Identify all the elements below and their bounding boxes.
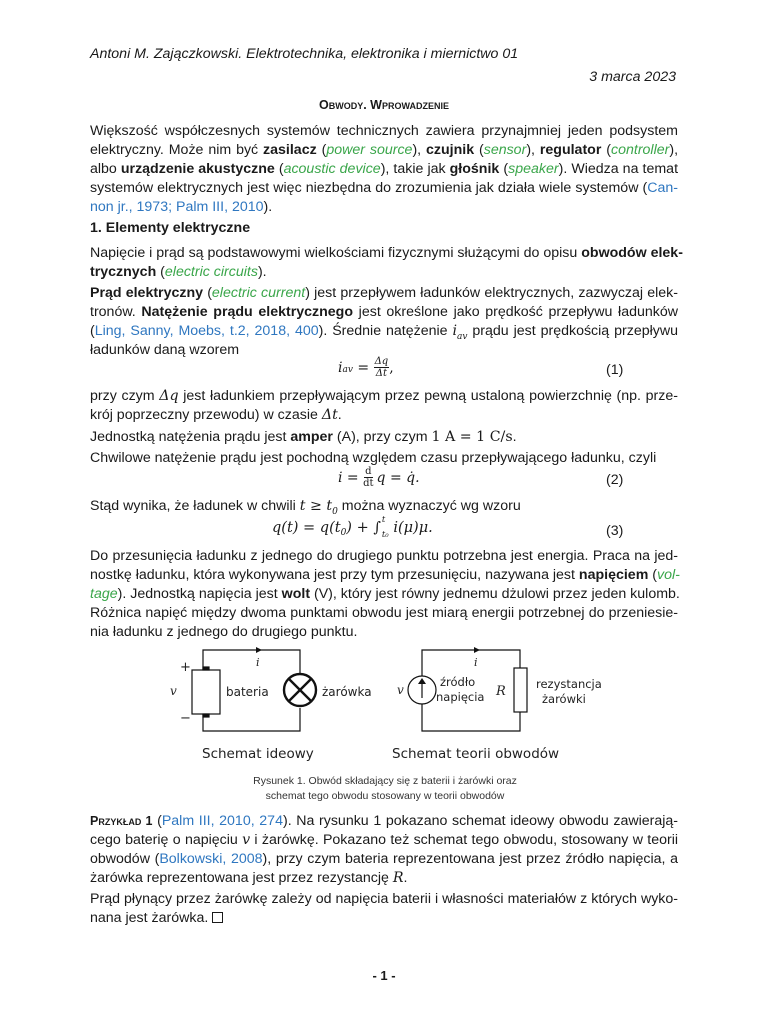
paragraph: Napięcie i prąd są podstawowymi wielkościami fizycznymi służącymi do opisu obwodów elek- trycznych (electric circuits). [90,245,683,280]
paragraph: Chwilowe natężenie prądu jest pochodną względem czasu przepływającego ładunku, czyli [90,450,657,466]
paragraph: Do przesunięcia ładunku z jednego do drugiego punktu potrzebna jest energia. Praca na jed- nostkę ładunku, która wykonywana jest przy tym przesunięciu, nazywana jest napięciem (vol- tage). Jednostką napięcia jest wolt (V), który jest równy jednemu dżulowi przez jeden kulomb. Różnica napięć między dwoma punktami obwodu jest miarą energii potrzebnej do przeniesie- nia ładunku z jednego do drugiego punktu. [90,548,680,640]
schematic-caption: Schemat ideowy [202,746,314,762]
equation-number: (3) [606,523,624,539]
citation-link[interactable]: Ling, Sanny, Moebs, t.2, 2018, 400 [94,323,319,339]
source-label: źródło [440,675,476,689]
resistance-label: żarówki [542,692,586,706]
battery-label: bateria [226,685,269,699]
citation-link[interactable]: Can- [647,180,678,196]
voltage-label: v [397,683,404,697]
voltage-label: v [170,684,177,698]
source-label: napięcia [436,690,485,704]
paragraph: Stąd wynika, że ładunek w chwili $t \ge t_0$ można wyznaczyć wg wzoru [90,498,521,517]
minus-label: − [180,711,191,726]
author-line: Antoni M. Zajączkowski. Elektrotechnika, elektronika i miernictwo 01 [90,46,519,62]
citation-link[interactable]: Palm III, 2010, 274 [161,813,283,829]
citation-link[interactable]: non jr., 1973; Palm III, 2010 [90,199,264,215]
section-heading: 1. Elementy elektryczne [90,220,251,236]
citation-link[interactable]: Bolkowski, 2008 [159,851,263,867]
bulb-label: żarówka [322,685,372,699]
figure-caption: Rysunek 1. Obwód składający się z baterii i żarówki oraz schemat tego obwodu stosowany w teorii obwodów [253,775,517,802]
current-label: i [256,656,260,669]
equation-1: i av = $\frac{\Delta q}{\Delta t}$ , [338,356,394,379]
plus-label: + [180,660,191,675]
current-label: i [474,656,478,669]
resistance-label: rezystancja [536,677,602,691]
circuit-theory-diagram [408,647,527,731]
resistance-symbol: R [496,684,506,699]
equation-2: i = $\frac{d}{dt}$ q = q̇. [338,466,420,489]
page-title: Obwody. Wprowadzenie [319,98,449,112]
document-date: 3 marca 2023 [589,69,676,85]
paragraph: Jednostką natężenia prądu jest amper (A), przy czym 1 A = 1 C/s. [90,429,517,445]
qed-icon [212,912,223,923]
paragraph: Prąd elektryczny (electric current) jest przepływem ładunków elektrycznych, zazwyczaj elek- tronów. Natężenie prądu elektrycznego jest określone jako prędkość przepływu ładunków (Ling, Sanny, Moebs, t.2, 2018, 400). Średnie natężenie $i_{av}$ prądu jest prędkością przepływu ładunków daną wzorem [90,285,679,358]
page-number: - 1 - [372,968,396,983]
circuit-figure [150,640,620,770]
paragraph: Prąd płynący przez żarówkę zależy od napięcia baterii i własności materiałów z których wyko- nana jest żarówka. [90,891,678,926]
equation-3: q(t) = q(t $_0$ ) + ∫ t t₀ i(μ)μ. [272,515,433,540]
schematic-caption: Schemat teorii obwodów [392,746,560,762]
paragraph: przy czym Δq jest ładunkiem przepływającym przez pewną ustaloną powierzchnię (np. prze- krój poprzeczny przewodu) w czasie Δt. [90,388,678,423]
equation-number: (1) [606,362,624,378]
equation-number: (2) [606,472,624,488]
example-paragraph: Przykład 1 (Palm III, 2010, 274). Na rysunku 1 pokazano schemat ideowy obwodu zawierają- cego baterię o napięciu v i żarówkę. Pokazano też schemat tego obwodu, stosowany w teorii obwodów (Bolkowski, 2008), przy czym bateria reprezentowana jest przez źródło napięcia, a żarówka reprezentowana jest przez rezystancję R. [90,813,679,886]
intro-paragraph: Większość współczesnych systemów technicznych zawiera przynajmniej jeden podsystem elektryczny. Może nim być zasilacz (power source), czujnik (sensor), regulator (controller), albo urządzenie akustyczne (acoustic device), takie jak głośnik (speaker). Wiedza na temat systemów elektrycznych jest więc niezbędna do zrozumienia jak działa wiele systemów (Can- non jr., 1973; Palm III, 2010). [90,123,679,215]
